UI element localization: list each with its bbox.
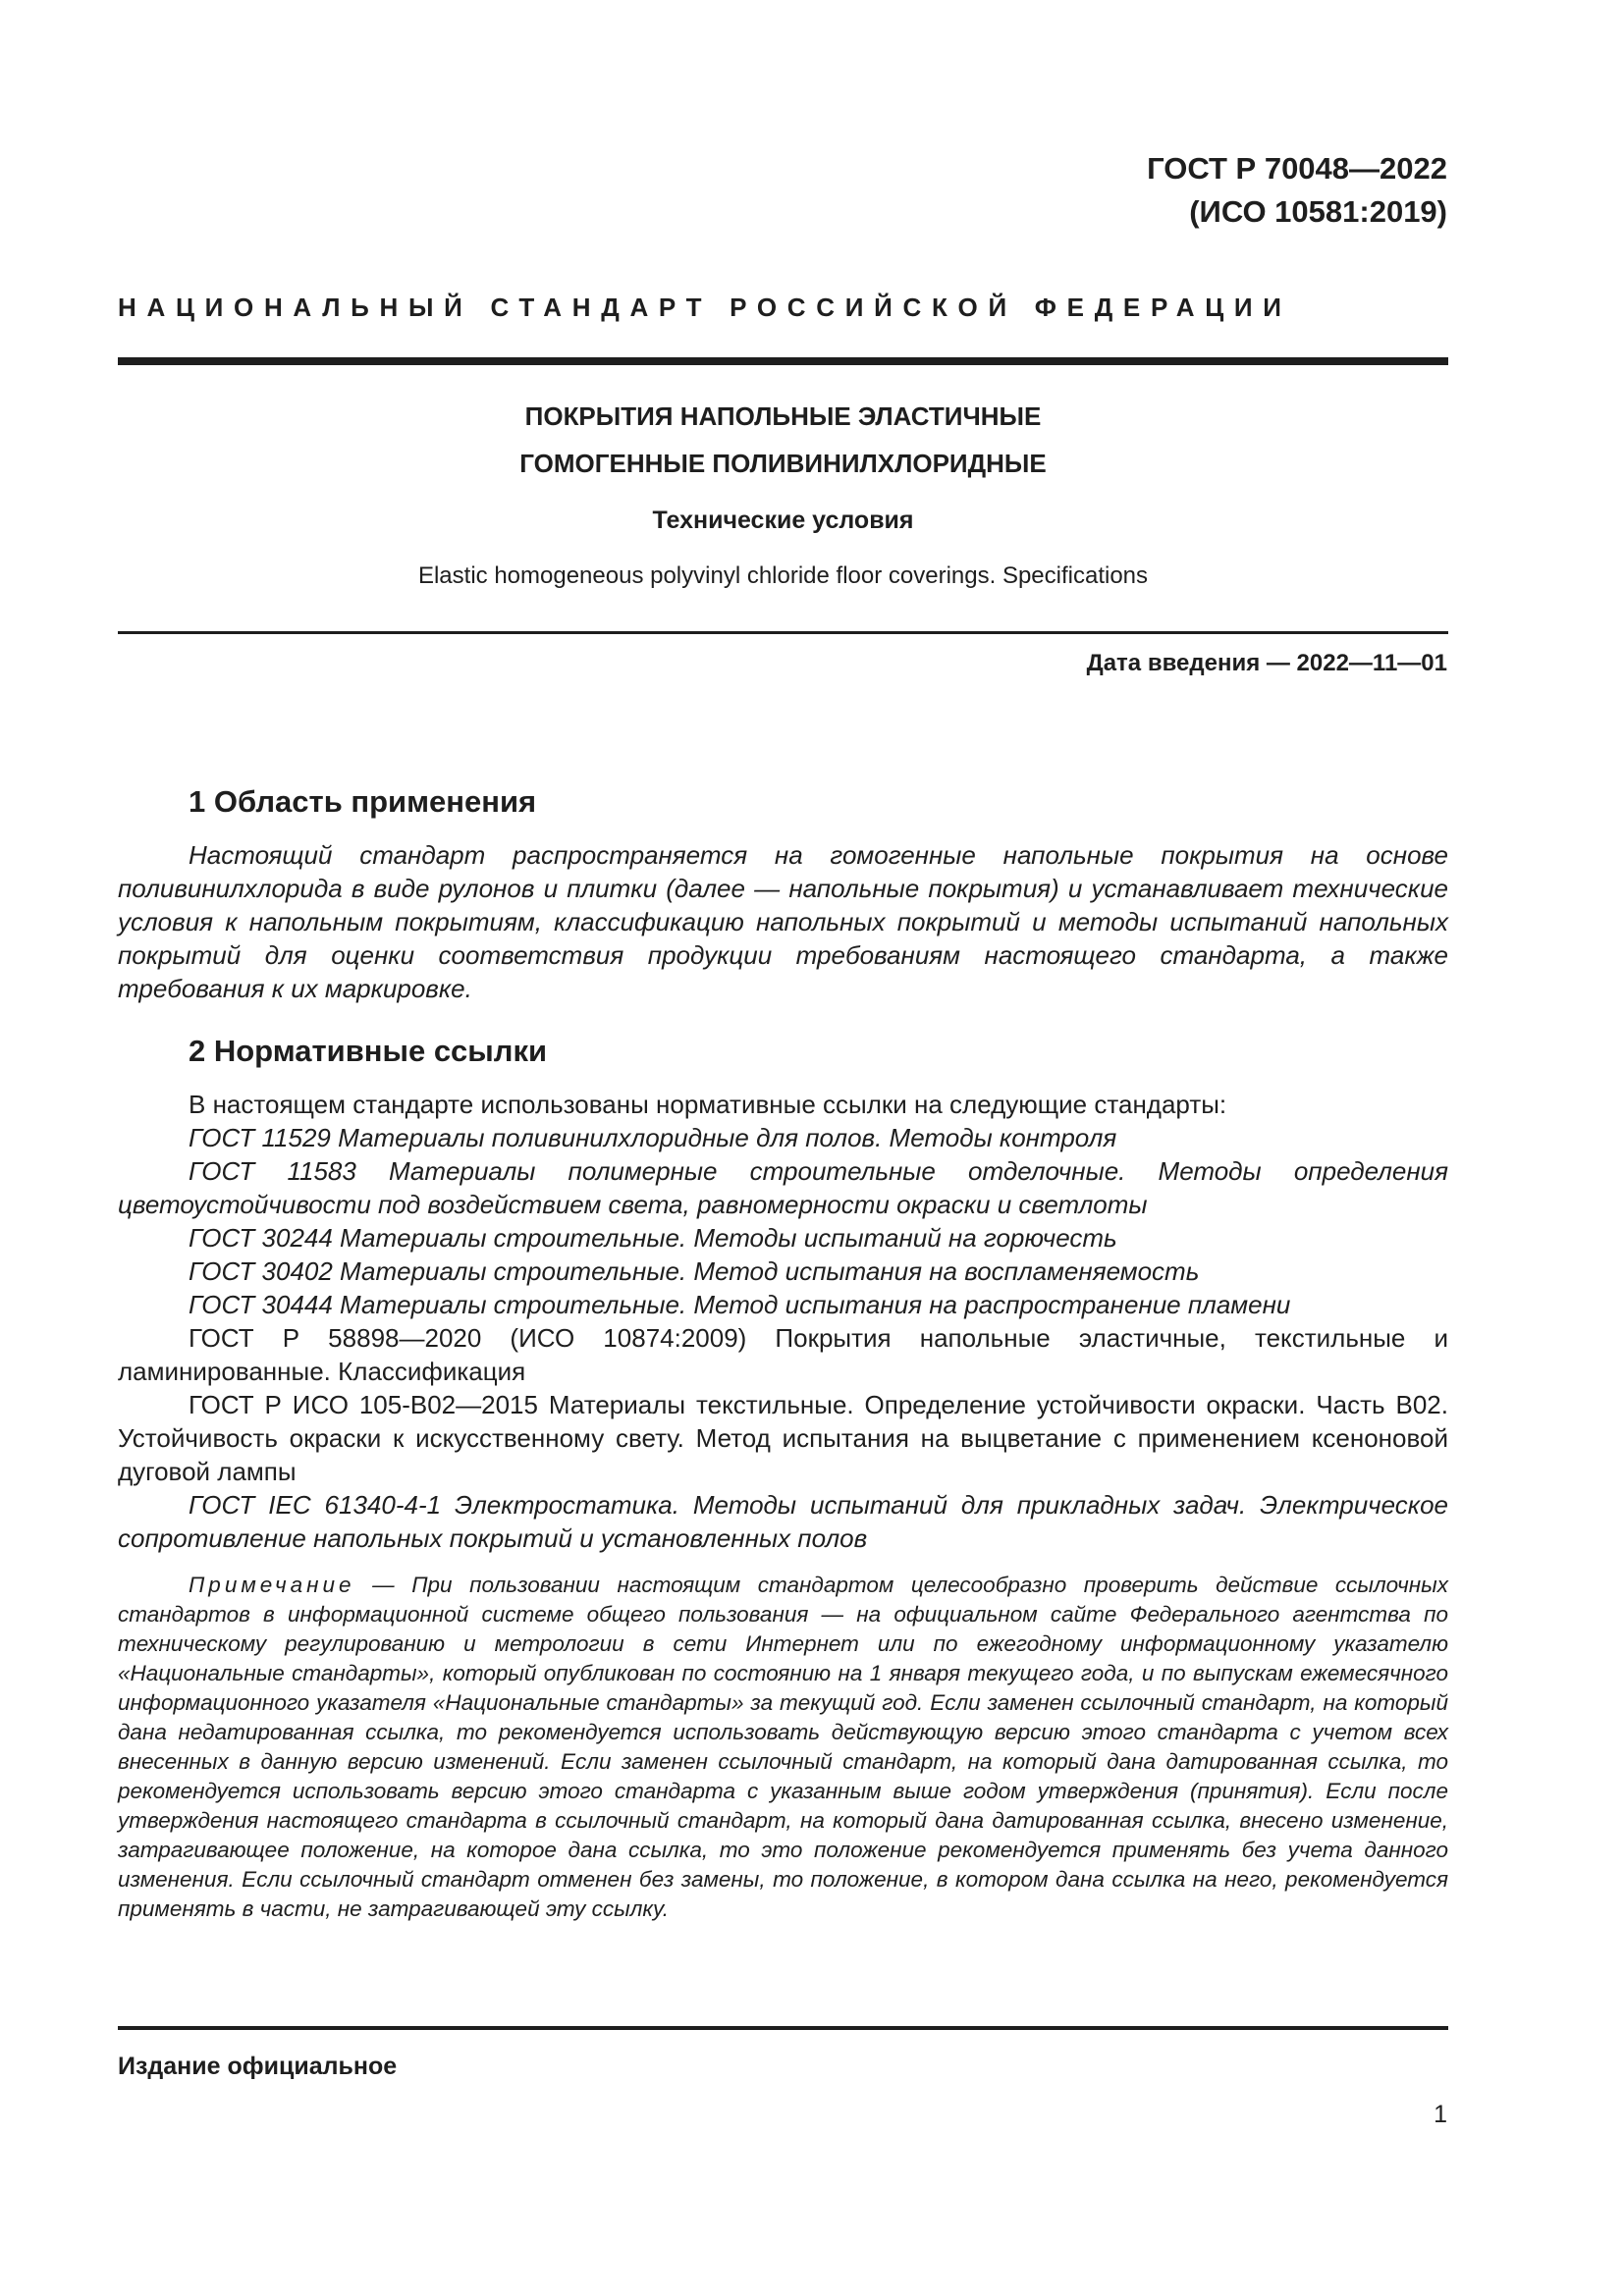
title-divider (118, 631, 1448, 634)
note-label: Примечание (189, 1573, 355, 1597)
footer-divider (118, 2026, 1448, 2030)
reference-item: ГОСТ Р 58898—2020 (ИСО 10874:2009) Покрытия напольные эластичные, текстильные и ламинированные. Классификация (118, 1323, 1448, 1386)
reference-item: ГОСТ 11583 Материалы полимерные строительные отделочные. Методы определения цветоустойчивости под воздействием света, равномерности окраски и светлоты (118, 1156, 1448, 1219)
title-block (118, 393, 1448, 590)
standard-designation (1147, 147, 1447, 234)
section-1-text: Настоящий стандарт распространяется на гомогенные напольные покрытия на основе поливинилхлорида в виде рулонов и плитки (далее — напольные покрытия) и устанавливает технические условия к напольным покрытиям, классификацию напольных покрытий и методы испытаний напольных покрытий для оценки соответствия продукции требованиям настоящего стандарта, а также требования к их маркировке. (118, 840, 1448, 1003)
title-line-1: ПОКРЫТИЯ НАПОЛЬНЫЕ ЭЛАСТИЧНЫЕ (524, 401, 1042, 431)
title-line-2: ГОМОГЕННЫЕ ПОЛИВИНИЛХЛОРИДНЫЕ (519, 449, 1047, 478)
reference-item: ГОСТ IEC 61340-4-1 Электростатика. Методы испытаний для прикладных задач. Электрическое сопротивление напольных покрытий и установленных полов (118, 1490, 1448, 1553)
designation-iso: (ИСО 10581:2019) (1189, 194, 1447, 229)
national-standard-header: НАЦИОНАЛЬНЫЙ СТАНДАРТ РОССИЙСКОЙ ФЕДЕРАЦИИ (118, 293, 1292, 322)
page-number: 1 (1434, 2101, 1447, 2128)
note-text: — При пользовании настоящим стандартом целесообразно проверить действие ссылочных стандартов в информационной системе общего пользования — на официальном сайте Федерального агентства по техническому регулированию и метрологии в сети Интернет или по ежегодному информационному указателю «Национальные стандарты», который опубликован по состоянию на 1 января текущего года, и по выпускам ежемесячного информационного указателя «Национальные стандарты» за текущий год. Если заменен ссылочный стандарт, на который дана недатированная ссылка, то рекомендуется использовать действующую версию этого стандарта с учетом всех внесенных в данную версию изменений. Если заменен ссылочный стандарт, на который дана датированная ссылка, то рекомендуется использовать версию этого стандарта с указанным выше годом утверждения (принятия). Если после утверждения настоящего стандарта в ссылочный стандарт, на который дана датированная ссылка, внесено изменение, затрагивающее положение, на которое дана ссылка, то это положение рекомендуется применять без учета данного изменения. Если ссылочный стандарт отменен без замены, то положение, в котором дана ссылка на него, рекомендуется применять в части, не затрагивающей эту ссылку. (118, 1573, 1448, 1921)
reference-item: ГОСТ 30402 Материалы строительные. Метод испытания на воспламеняемость (189, 1256, 1200, 1286)
header-divider (118, 357, 1448, 365)
reference-item: ГОСТ 30444 Материалы строительные. Метод испытания на распространение пламени (189, 1290, 1291, 1319)
document-body (118, 781, 1448, 1924)
reference-item: ГОСТ 11529 Материалы поливинилхлоридные для полов. Методы контроля (189, 1123, 1117, 1152)
title-english: Elastic homogeneous polyvinyl chloride floor coverings. Specifications (417, 562, 1149, 589)
section-2-intro: В настоящем стандарте использованы нормативные ссылки на следующие стандарты: (189, 1090, 1227, 1119)
section-2-heading: 2 Нормативные ссылки (189, 1034, 548, 1068)
title-subtitle: Технические условия (652, 507, 914, 534)
note-block (118, 1571, 1448, 1924)
introduction-date: Дата введения — 2022—11—01 (1086, 650, 1447, 676)
designation-gost: ГОСТ Р 70048—2022 (1147, 151, 1447, 186)
reference-item: ГОСТ 30244 Материалы строительные. Методы испытаний на горючесть (189, 1223, 1117, 1253)
section-1-heading: 1 Область применения (189, 784, 537, 819)
reference-item: ГОСТ Р ИСО 105-В02—2015 Материалы текстильные. Определение устойчивости окраски. Часть В02. Устойчивость окраски к искусственному свету. Метод испытания на выцветание с применением ксеноновой дуговой лампы (118, 1390, 1448, 1486)
official-edition-label: Издание официальное (118, 2053, 398, 2080)
